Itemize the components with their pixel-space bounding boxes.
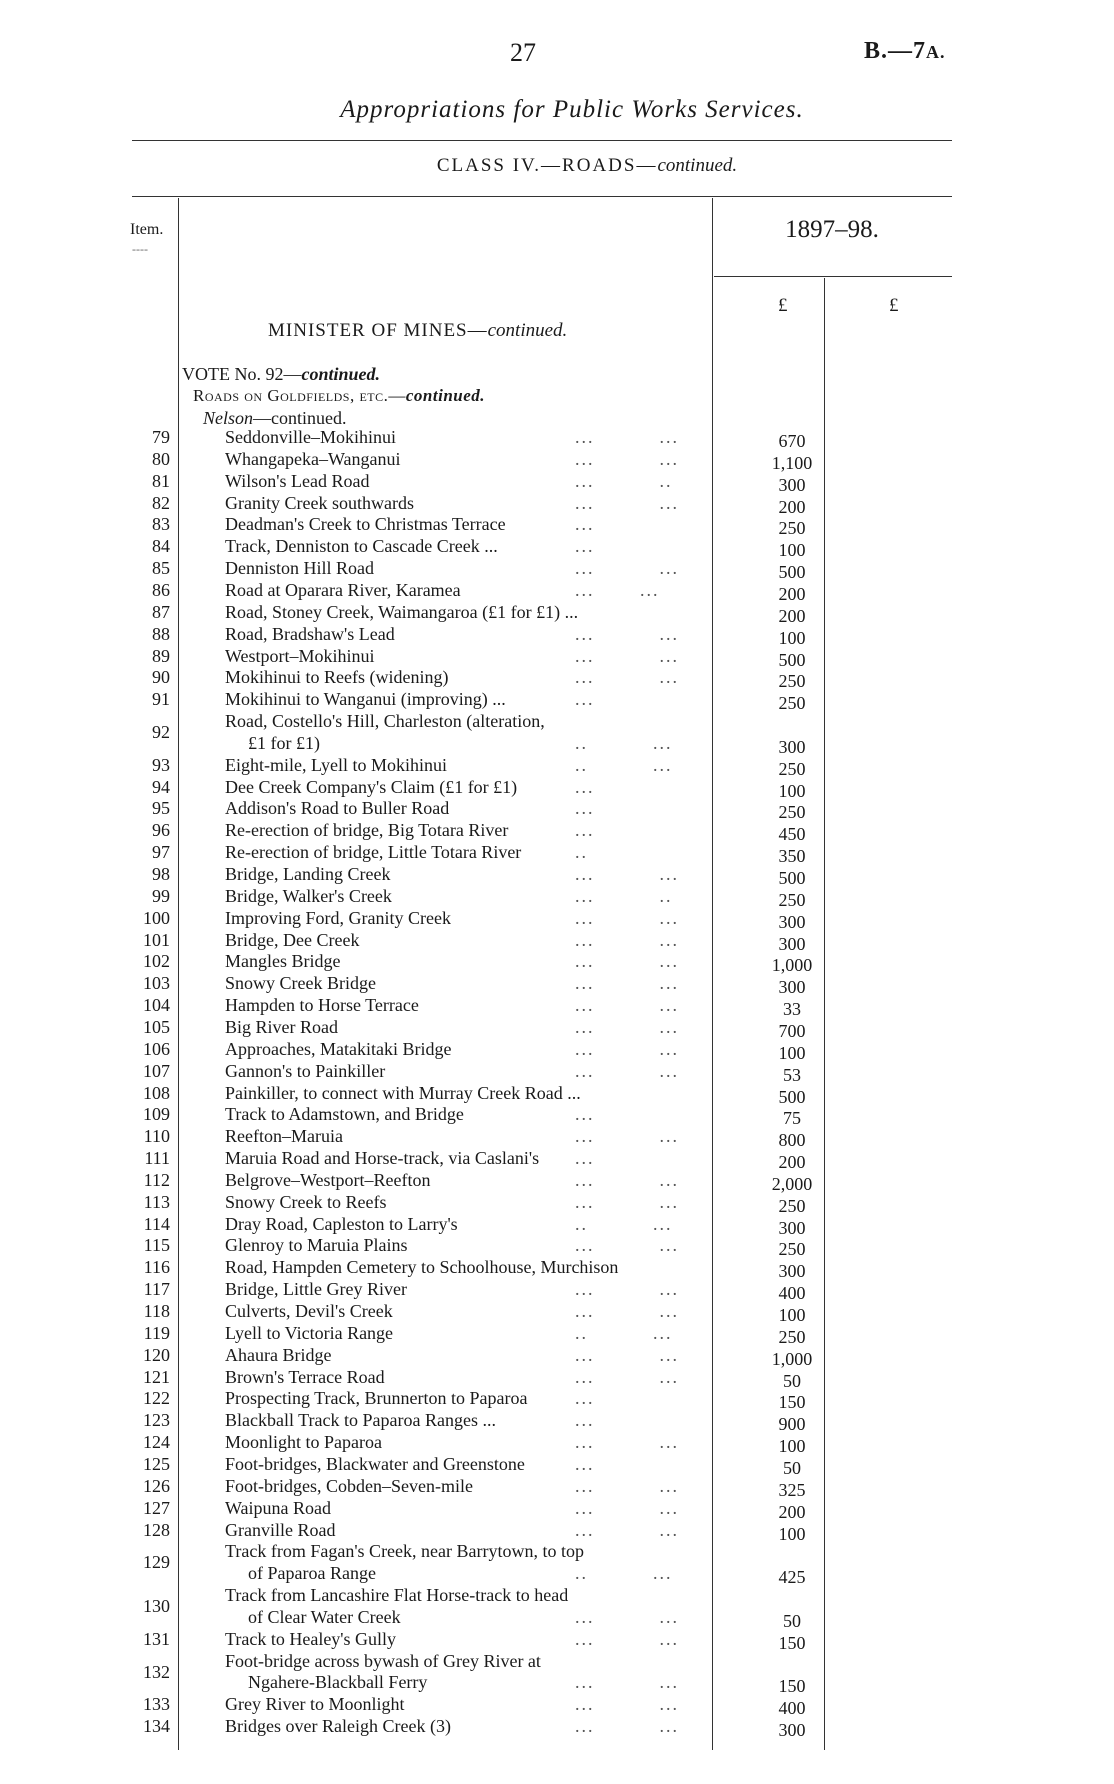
item-description: £1 for £1) xyxy=(248,732,320,753)
item-description: Granity Creek southwards xyxy=(225,492,414,513)
item-number: 131 xyxy=(143,1628,170,1649)
item-amount: 325 xyxy=(778,1479,806,1500)
leader-dots: ... ... xyxy=(575,995,679,1016)
item-description: of Clear Water Creek xyxy=(248,1606,401,1627)
item-amount: 150 xyxy=(778,1676,806,1697)
item-amount: 300 xyxy=(778,1261,806,1282)
item-amount: 200 xyxy=(778,1152,806,1173)
leader-dots: .. xyxy=(575,842,588,863)
currency-symbol-2: £ xyxy=(889,295,899,316)
item-number: 106 xyxy=(143,1038,170,1059)
item-number: 102 xyxy=(143,951,170,972)
leader-dots: ... ... xyxy=(575,492,679,513)
region-heading xyxy=(203,408,347,429)
item-description: Gannon's to Painkiller xyxy=(225,1060,386,1081)
item-description: Addison's Road to Buller Road xyxy=(225,798,450,819)
item-description: Belgrove–Westport–Reefton xyxy=(225,1169,431,1190)
leader-dots: ... xyxy=(575,1410,595,1431)
leader-dots: ... ... xyxy=(575,1694,679,1715)
item-description: Blackball Track to Paparoa Ranges ... xyxy=(225,1410,496,1431)
item-number: 84 xyxy=(152,536,170,557)
item-number: 110 xyxy=(143,1126,170,1147)
item-description: Grey River to Moonlight xyxy=(225,1694,405,1715)
item-amount: 250 xyxy=(778,671,806,692)
item-description: Road at Oparara River, Karamea xyxy=(225,579,461,600)
item-description: Re-erection of bridge, Big Totara River xyxy=(225,820,509,841)
item-amount: 150 xyxy=(778,1392,806,1413)
item-number: 126 xyxy=(143,1475,170,1496)
item-amount: 250 xyxy=(778,1195,806,1216)
item-description: Whangapeka–Wanganui xyxy=(225,448,401,469)
region-heading-suffix: —continued. xyxy=(253,408,347,428)
item-amount: 250 xyxy=(778,1326,806,1347)
item-number: 93 xyxy=(152,754,170,775)
leader-dots: ... ... xyxy=(575,1628,679,1649)
item-number: 81 xyxy=(152,470,170,491)
section-heading xyxy=(268,320,567,342)
item-description: Maruia Road and Horse-track, via Caslani's xyxy=(225,1148,540,1169)
item-description: Track to Adamstown, and Bridge xyxy=(225,1104,464,1125)
item-number: 79 xyxy=(152,427,170,447)
item-description: Foot-bridge across bywash of Grey River at xyxy=(225,1650,541,1671)
item-number: 98 xyxy=(152,864,170,884)
item-number: 104 xyxy=(143,995,170,1016)
item-description: Foot-bridges, Blackwater and Greenstone xyxy=(225,1453,525,1474)
item-description: Moonlight to Paparoa xyxy=(225,1432,382,1453)
item-amount: 75 xyxy=(783,1108,801,1129)
item-number: 92 xyxy=(152,721,170,742)
item-amount: 1,000 xyxy=(771,1348,813,1369)
item-amount: 33 xyxy=(783,999,801,1020)
item-number: 108 xyxy=(143,1082,170,1103)
item-amount: 100 xyxy=(778,1305,806,1325)
item-column-divider xyxy=(178,198,179,1750)
item-description: Lyell to Victoria Range xyxy=(225,1322,394,1343)
item-amount: 350 xyxy=(778,846,806,867)
item-number: 99 xyxy=(152,885,170,906)
item-amount: 100 xyxy=(778,540,806,561)
item-number: 103 xyxy=(143,973,170,994)
item-amount: 400 xyxy=(778,1698,806,1719)
item-amount: 500 xyxy=(778,649,806,670)
leader-dots: ... ... xyxy=(575,864,679,884)
leader-dots: ... ... xyxy=(575,973,679,994)
item-description: Improving Ford, Granity Creek xyxy=(225,907,451,928)
item-column-header: Item. xyxy=(130,221,164,238)
item-description: Dee Creek Company's Claim (£1 for £1) xyxy=(225,776,518,797)
leader-dots: ... ... xyxy=(575,907,679,928)
item-description: Mokihinui to Wanganui (improving) ... xyxy=(225,689,506,710)
page-title: Appropriations for Public Works Services. xyxy=(340,96,804,123)
roads-heading xyxy=(193,386,485,406)
leader-dots: ... ... xyxy=(575,1475,679,1496)
item-description: Glenroy to Maruia Plains xyxy=(225,1235,408,1256)
item-description: Mangles Bridge xyxy=(225,951,341,972)
item-description: Eight-mile, Lyell to Mokihinui xyxy=(225,754,447,775)
item-amount: 250 xyxy=(778,1239,806,1260)
item-amount: 100 xyxy=(778,780,806,801)
item-amount: 200 xyxy=(778,583,806,604)
leader-dots: ... ... xyxy=(575,1016,679,1037)
leader-dots: ... xyxy=(575,1104,595,1125)
leader-dots: ... xyxy=(575,820,595,841)
leader-dots: ... .. xyxy=(575,885,673,906)
leader-dots: ... ... xyxy=(575,1191,679,1212)
item-description: Deadman's Creek to Christmas Terrace xyxy=(225,514,506,535)
leader-dots: ... ... xyxy=(575,1606,679,1627)
item-number: 109 xyxy=(143,1104,170,1125)
item-amount: 250 xyxy=(778,758,806,779)
leader-dots: .. ... xyxy=(575,754,673,775)
item-number: 130 xyxy=(143,1595,170,1616)
leader-dots: ... ... xyxy=(575,427,679,447)
item-number: 118 xyxy=(143,1301,170,1321)
item-description: Hampden to Horse Terrace xyxy=(225,995,419,1016)
item-number: 86 xyxy=(152,579,170,600)
item-description: Prospecting Track, Brunnerton to Paparoa xyxy=(225,1388,528,1409)
item-number: 117 xyxy=(143,1279,170,1300)
region-heading-main: Nelson xyxy=(203,408,254,428)
item-number: 112 xyxy=(143,1169,170,1190)
item-number: 115 xyxy=(143,1235,170,1256)
item-amount: 400 xyxy=(778,1283,806,1304)
item-description: Track from Fagan's Creek, near Barrytown, to top xyxy=(225,1541,584,1562)
item-description: Brown's Terrace Road xyxy=(225,1366,385,1387)
item-number: 116 xyxy=(143,1257,170,1278)
item-number: 111 xyxy=(144,1148,170,1169)
document-reference-suffix: A. xyxy=(926,42,946,62)
leader-dots: ... ... xyxy=(575,1672,679,1693)
item-amount: 150 xyxy=(778,1632,806,1653)
item-number: 87 xyxy=(152,601,170,622)
leader-dots: ... ... xyxy=(575,448,679,469)
leader-dots: ... xyxy=(575,536,595,557)
leader-dots: ... xyxy=(575,1388,595,1409)
leader-dots: .. ... xyxy=(575,732,673,753)
item-number: 85 xyxy=(152,558,170,579)
item-amount: 53 xyxy=(783,1064,801,1085)
item-number: 95 xyxy=(152,798,170,819)
item-description: Snowy Creek to Reefs xyxy=(225,1191,387,1212)
item-number: 80 xyxy=(152,448,170,469)
item-number: 96 xyxy=(152,820,170,841)
item-description: Road, Bradshaw's Lead xyxy=(225,623,395,644)
leader-dots: ... ... xyxy=(575,1126,679,1147)
item-description: Snowy Creek Bridge xyxy=(225,973,376,994)
item-description: Approaches, Matakitaki Bridge xyxy=(225,1038,452,1059)
item-number: 129 xyxy=(143,1552,170,1573)
item-number: 82 xyxy=(152,492,170,513)
table-top-rule xyxy=(132,196,952,197)
leader-dots: ... ... xyxy=(575,1235,679,1256)
leader-dots: ... ... xyxy=(575,1279,679,1300)
item-amount: 300 xyxy=(778,977,806,998)
item-amount: 250 xyxy=(778,889,806,910)
item-amount: 100 xyxy=(778,627,806,648)
item-description: Track from Lancashire Flat Horse-track to head xyxy=(225,1585,569,1606)
item-amount: 250 xyxy=(778,518,806,539)
item-amount: 200 xyxy=(778,496,806,517)
section-heading-suffix: continued. xyxy=(487,320,568,341)
item-description: Bridge, Dee Creek xyxy=(225,929,360,950)
item-number: 124 xyxy=(143,1432,170,1453)
item-amount: 300 xyxy=(778,1720,806,1741)
item-amount: 450 xyxy=(778,824,806,845)
leader-dots: ... ... xyxy=(575,645,679,666)
item-description: Mokihinui to Reefs (widening) xyxy=(225,667,449,688)
item-amount: 1,100 xyxy=(771,452,813,473)
leader-dots: ... ... xyxy=(575,558,679,579)
class-title xyxy=(0,155,1114,177)
item-description: Painkiller, to connect with Murray Creek Road ... xyxy=(225,1082,581,1103)
item-amount: 50 xyxy=(783,1610,801,1631)
item-amount: 100 xyxy=(778,1523,806,1544)
item-description: Seddonville–Mokihinui xyxy=(225,427,396,447)
year-rule xyxy=(714,276,952,277)
item-number: 125 xyxy=(143,1453,170,1474)
item-amount: 500 xyxy=(778,1086,806,1107)
item-amount: 300 xyxy=(778,736,806,757)
item-amount: 200 xyxy=(778,605,806,626)
leader-dots: ... ... xyxy=(575,929,679,950)
item-amount: 2,000 xyxy=(771,1173,813,1194)
item-number: 121 xyxy=(143,1366,170,1387)
item-description: Ahaura Bridge xyxy=(225,1344,332,1365)
roads-heading-suffix: continued. xyxy=(405,386,486,405)
leader-dots: ... ... xyxy=(575,1497,679,1518)
year-column-header: 1897–98. xyxy=(785,216,879,243)
item-description: Westport–Mokihinui xyxy=(225,645,375,666)
leader-dots: ... xyxy=(575,776,595,797)
item-amount: 425 xyxy=(778,1567,806,1588)
leader-dots: ... ... xyxy=(575,623,679,644)
leader-dots: ... xyxy=(575,689,595,710)
amount-column-divider xyxy=(712,198,713,1750)
item-number: 120 xyxy=(143,1344,170,1365)
item-number: 132 xyxy=(143,1661,170,1682)
leader-dots: ... ... xyxy=(575,1366,679,1387)
item-number: 100 xyxy=(143,907,170,928)
item-description: Wilson's Lead Road xyxy=(225,470,370,491)
item-description: Track, Denniston to Cascade Creek ... xyxy=(225,536,498,557)
class-title-suffix: continued. xyxy=(657,155,738,176)
item-amount: 250 xyxy=(778,693,806,714)
item-description: Denniston Hill Road xyxy=(225,558,374,579)
item-number: 83 xyxy=(152,514,170,535)
item-number: 107 xyxy=(143,1060,170,1081)
item-number: 94 xyxy=(152,776,170,797)
leader-dots: ... ... xyxy=(575,667,679,688)
item-amount: 500 xyxy=(778,868,806,888)
item-number: 128 xyxy=(143,1519,170,1540)
item-amount: 1,000 xyxy=(771,955,813,976)
item-number: 119 xyxy=(143,1322,170,1343)
item-description: Dray Road, Capleston to Larry's xyxy=(225,1213,458,1234)
leader-dots: ... xyxy=(575,798,595,819)
leader-dots: ... ... xyxy=(575,1060,679,1081)
item-amount: 800 xyxy=(778,1130,806,1151)
roads-heading-main: Roads on Goldfields, etc.— xyxy=(193,386,406,405)
item-description: Ngahere-Blackball Ferry xyxy=(248,1672,428,1693)
vote-heading xyxy=(182,364,380,385)
item-description: of Paparoa Range xyxy=(248,1563,376,1584)
leader-dots: ... xyxy=(575,1453,595,1474)
item-amount: 100 xyxy=(778,1436,806,1457)
item-description: Bridges over Raleigh Creek (3) xyxy=(225,1716,451,1737)
item-amount: 700 xyxy=(778,1020,806,1041)
item-amount: 100 xyxy=(778,1042,806,1063)
document-reference-main: B.—7 xyxy=(864,38,927,64)
item-column-dash: ---- xyxy=(132,242,148,256)
leader-dots: ... ... xyxy=(575,1169,679,1190)
item-number: 101 xyxy=(143,929,170,950)
item-amount: 900 xyxy=(778,1414,806,1435)
leader-dots: .. ... xyxy=(575,1213,673,1234)
item-number: 97 xyxy=(152,842,170,863)
page-number: 27 xyxy=(510,38,536,67)
leader-dots: ... ... xyxy=(575,1038,679,1059)
leader-dots: ... .. xyxy=(575,470,673,491)
item-description: Culverts, Devil's Creek xyxy=(225,1301,393,1321)
item-description: Bridge, Little Grey River xyxy=(225,1279,407,1300)
leader-dots: ... ... xyxy=(575,1519,679,1540)
currency-symbol-1: £ xyxy=(778,295,788,316)
item-description: Reefton–Maruia xyxy=(225,1126,343,1147)
leader-dots: .. ... xyxy=(575,1322,673,1343)
item-number: 114 xyxy=(143,1213,170,1234)
class-title-main: CLASS IV.—ROADS— xyxy=(436,155,658,176)
item-description: Bridge, Walker's Creek xyxy=(225,885,392,906)
leader-dots: ... ... xyxy=(575,951,679,972)
item-amount: 300 xyxy=(778,911,806,932)
item-amount: 300 xyxy=(778,933,806,954)
item-number: 122 xyxy=(143,1388,170,1409)
item-number: 105 xyxy=(143,1016,170,1037)
document-reference xyxy=(864,38,946,65)
item-number: 134 xyxy=(143,1716,170,1737)
item-description: Re-erection of bridge, Little Totara River xyxy=(225,842,522,863)
item-description: Big River Road xyxy=(225,1016,338,1037)
item-description: Granville Road xyxy=(225,1519,336,1540)
leader-dots: ... ... xyxy=(575,1344,679,1365)
item-amount: 300 xyxy=(778,1217,806,1238)
item-description: Foot-bridges, Cobden–Seven-mile xyxy=(225,1475,473,1496)
leader-dots: ... ... xyxy=(575,579,660,600)
item-number: 127 xyxy=(143,1497,170,1518)
vote-heading-suffix: continued. xyxy=(301,364,381,384)
item-description: Road, Stoney Creek, Waimangaroa (£1 for £1) ... xyxy=(225,601,579,622)
item-number: 89 xyxy=(152,645,170,666)
item-number: 90 xyxy=(152,667,170,688)
item-description: Waipuna Road xyxy=(225,1497,332,1518)
item-number: 88 xyxy=(152,623,170,644)
item-amount: 300 xyxy=(778,474,806,495)
item-amount: 200 xyxy=(778,1501,806,1522)
section-heading-main: MINISTER OF MINES— xyxy=(268,320,488,341)
item-description: Bridge, Landing Creek xyxy=(225,864,391,884)
item-amount: 50 xyxy=(783,1457,801,1478)
item-number: 123 xyxy=(143,1410,170,1431)
item-amount: 670 xyxy=(778,431,806,451)
item-description: Track to Healey's Gully xyxy=(225,1628,397,1649)
item-amount: 50 xyxy=(783,1370,801,1391)
item-number: 91 xyxy=(152,689,170,710)
vote-heading-main: VOTE No. 92— xyxy=(182,364,302,384)
leader-dots: .. ... xyxy=(575,1563,673,1584)
leader-dots: ... xyxy=(575,1148,595,1169)
item-number: 133 xyxy=(143,1694,170,1715)
item-description: Road, Costello's Hill, Charleston (alteration, xyxy=(225,711,545,732)
item-description: Road, Hampden Cemetery to Schoolhouse, Murchison xyxy=(225,1257,619,1278)
leader-dots: ... ... xyxy=(575,1716,679,1737)
title-rule xyxy=(132,140,952,141)
leader-dots: ... ... xyxy=(575,1301,679,1321)
item-amount: 250 xyxy=(778,802,806,823)
leader-dots: ... xyxy=(575,514,595,535)
item-amount: 500 xyxy=(778,562,806,583)
leader-dots: ... ... xyxy=(575,1432,679,1453)
item-number: 113 xyxy=(143,1191,170,1212)
